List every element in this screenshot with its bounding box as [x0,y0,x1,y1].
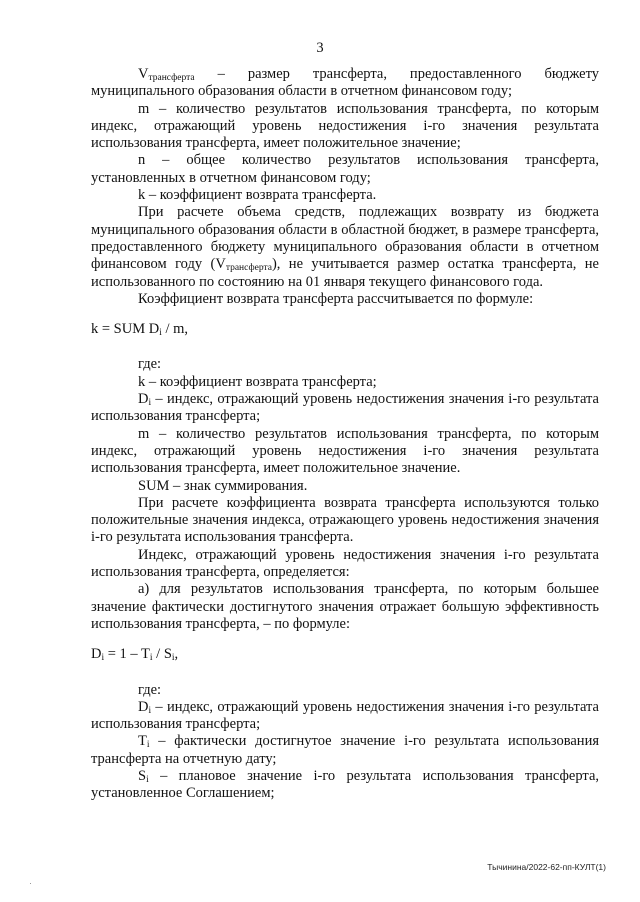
document-body [91,66,599,803]
paragraph-n-definition: n – общее количество результатов использования трансферта, установленных в отчетном финансовом году; [91,152,599,186]
paragraph-calculation-note: При расчете объема средств, подлежащих возврату из бюджета муниципального образования области в областной бюджет, в размере трансферта, предоставленного бюджету муниципального образования области в отчетном финансовом году $(V_{трансферта})$, не учитывается размер остатка трансферта, не использованного по состоянию на 01 января текущего финансового года. [91,204,599,290]
page-number: 3 [316,40,324,56]
paragraph-v-definition: $V_{трансферта}$ – размер трансферта, предоставленного бюджету муниципального образования области в отчетном финансовом году; [91,66,599,100]
paragraph-d-definition-2: $D_i$ – индекс, отражающий уровень недостижения значения i-го результата использования трансферта; [91,698,599,733]
paragraph-index-determined: Индекс, отражающий уровень недостижения значения i-го результата использования трансферта, определяется: [91,546,599,581]
formula-d: $D_i = 1 - T_i / S_i$, [91,646,179,664]
paragraph-k-definition-2: k – коэффициент возврата трансферта; [138,373,377,390]
paragraph-s-definition: $S_i$ – плановое значение i-го результата использования трансферта, установленное Соглашением; [91,767,599,802]
paragraph-d-definition: $D_i$ – индекс, отражающий уровень недостижения значения i-го результата использования трансферта; [91,391,599,425]
scan-speck [30,883,31,884]
document-footer-id: Тычинина/2022-62-пп-КУЛТ(1) [487,862,606,872]
paragraph-case-a: а) для результатов использования трансферта, по которым большее значение фактически достигнутого значения отражает большую эффективность использования трансферта, – по формуле: [91,581,599,632]
paragraph-formula-intro: Коэффициент возврата трансферта рассчитывается по формуле: [138,290,534,307]
paragraph-t-definition: $T_i$ – фактически достигнутое значение i-го результата использования трансферта на отчетную дату; [91,733,599,767]
paragraph-k-definition: k – коэффициент возврата трансферта. [138,187,377,204]
paragraph-m-definition-2: m – количество результатов использования трансферта, по которым индекс, отражающий уровень недостижения i-го значения результата использования трансферта, имеет положительное значение. [91,425,599,477]
paragraph-where-2: где: [138,681,162,698]
paragraph-where-1: где: [138,356,162,373]
formula-k: k = SUM $D_i$ / m, [91,321,189,339]
paragraph-m-definition: m – количество результатов использования трансферта, по которым индекс, отражающий уровень недостижения i-го значения результата использования трансферта, имеет положительное значение; [91,100,599,152]
paragraph-positive-values: При расчете коэффициента возврата трансферта используются только положительные значения индекса, отражающего уровень недостижения значения i-го результата использования трансферта. [91,494,599,546]
paragraph-sum-definition: SUM – знак суммирования. [138,477,308,494]
